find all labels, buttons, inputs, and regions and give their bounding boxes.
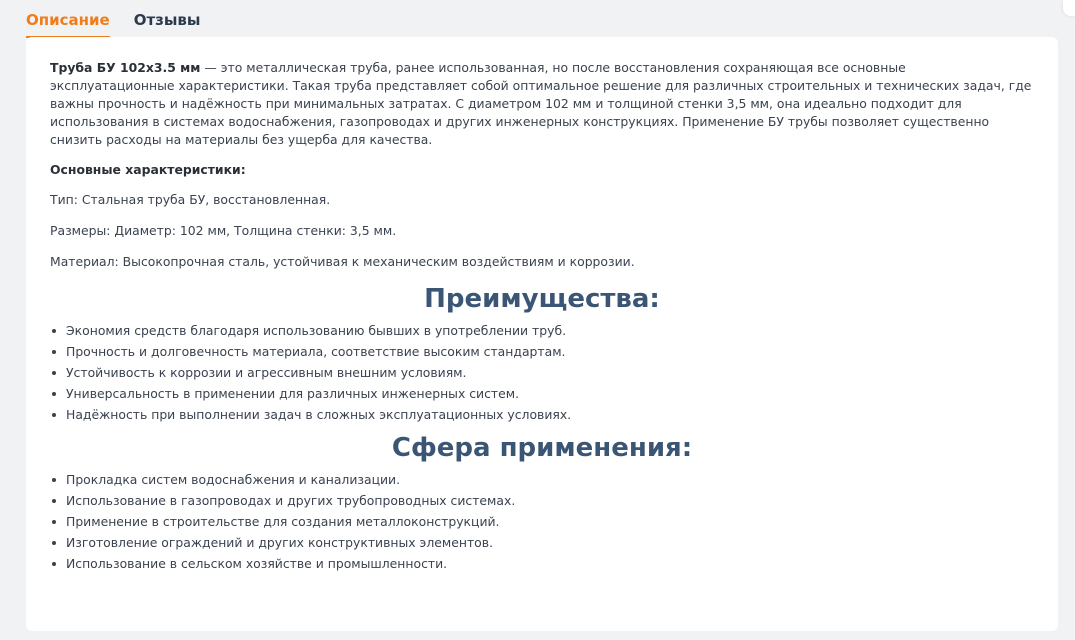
list-item: Изготовление ограждений и других конструктивных элементов. bbox=[66, 532, 1034, 553]
tab-reviews[interactable]: Отзывы bbox=[133, 11, 201, 29]
list-item: Универсальность в применении для различных инженерных систем. bbox=[66, 383, 1034, 404]
list-item: Прочность и долговечность материала, соответствие высоким стандартам. bbox=[66, 341, 1034, 362]
product-name: Труба БУ 102х3.5 мм bbox=[50, 60, 201, 75]
application-list bbox=[50, 469, 1034, 574]
list-item: Прокладка систем водоснабжения и канализации. bbox=[66, 469, 1034, 490]
feature-material: Материал: Высокопрочная сталь, устойчивая к механическим воздействиям и коррозии. bbox=[50, 254, 635, 269]
intro-paragraph bbox=[50, 59, 1034, 149]
intro-text: — это металлическая труба, ранее использованная, но после восстановления сохраняющая все основные эксплуатационные характеристики. Такая труба представляет собой оптимальное решение для различных строительных и технических задач, где важны прочность и надёжность при минимальных затратах. С диаметром 102 мм и толщиной стенки 3,5 мм, она идеально подходит для использования в системах водоснабжения, газопроводах и других инженерных конструкциях. Применение БУ трубы позволяет существенно снизить расходы на материалы без ущерба для качества. bbox=[50, 60, 1032, 147]
list-item: Использование в сельском хозяйстве и промышленности. bbox=[66, 553, 1034, 574]
list-item: Устойчивость к коррозии и агрессивным внешним условиям. bbox=[66, 362, 1034, 383]
list-item: Надёжность при выполнении задач в сложных эксплуатационных условиях. bbox=[66, 404, 1034, 425]
feature-sizes: Размеры: Диаметр: 102 мм, Толщина стенки: 3,5 мм. bbox=[50, 223, 397, 238]
list-item: Применение в строительстве для создания металлоконструкций. bbox=[66, 511, 1034, 532]
advantages-heading: Преимущества: bbox=[424, 284, 660, 314]
advantages-list bbox=[50, 320, 1034, 425]
feature-type: Тип: Стальная труба БУ, восстановленная. bbox=[50, 192, 331, 207]
tab-bar bbox=[26, 10, 224, 38]
tab-description[interactable]: Описание bbox=[26, 10, 110, 38]
list-item: Экономия средств благодаря использованию бывших в употреблении труб. bbox=[66, 320, 1034, 341]
list-item: Использование в газопроводах и других трубопроводных системах. bbox=[66, 490, 1034, 511]
features-title: Основные характеристики: bbox=[50, 162, 246, 177]
corner-handle bbox=[1063, 0, 1075, 16]
description-panel bbox=[26, 37, 1058, 631]
application-heading: Сфера применения: bbox=[391, 433, 693, 463]
